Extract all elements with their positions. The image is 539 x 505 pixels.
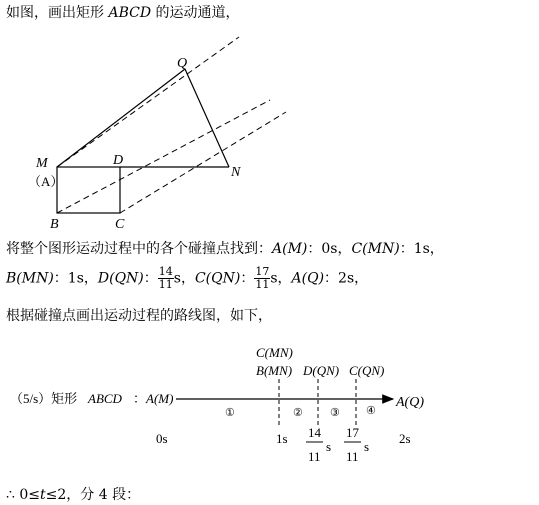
point-b-mn-time: ：1s， (53, 270, 98, 287)
point-b-mn: B(MN) (6, 270, 54, 287)
label-c: C (115, 217, 125, 232)
separator: ： (143, 270, 158, 287)
top-label-c-mn: C(MN) (256, 345, 293, 360)
point-a-m-time: ：0s， (307, 241, 352, 257)
label-a: （A） (28, 174, 64, 189)
intro-pre: 如图，画出矩形 (6, 5, 109, 21)
time-14-unit: s (326, 439, 332, 454)
collision-line-2 (6, 266, 368, 291)
channel-line-middle (57, 100, 270, 213)
frac-den: 11 (255, 278, 270, 291)
time-17-num: 17 (346, 425, 359, 440)
point-a-q: A(Q) (291, 270, 325, 287)
time-17-den: 11 (346, 449, 359, 464)
segment-3: ③ (330, 407, 340, 419)
segment-qn (185, 69, 229, 167)
variable-t: t (40, 487, 46, 503)
conclusion-prefix: ∴ 0≤ (6, 487, 40, 503)
fraction-17-11 (254, 266, 270, 291)
frac-num: 17 (255, 265, 270, 278)
segment-2: ② (293, 407, 303, 419)
channel-line-top (57, 37, 239, 167)
point-a-q-time: ：2s， (324, 270, 369, 287)
intro-rect: ABCD (108, 5, 152, 21)
unit: s， (173, 270, 195, 287)
time-1s: 1s (276, 431, 288, 446)
time-2s: 2s (399, 431, 411, 446)
point-d-qn: D(QN) (97, 270, 144, 287)
rectangle-abcd (57, 167, 120, 213)
time-14-num: 14 (308, 425, 321, 440)
timeline-colon: ： (133, 391, 147, 406)
time-17-unit: s (364, 439, 370, 454)
time-14-den: 11 (308, 449, 321, 464)
timeline-end: A(Q) (396, 395, 424, 410)
conclusion-line (6, 484, 140, 504)
intro-post: 的运动通道， (151, 5, 240, 21)
label-d: D (113, 153, 124, 168)
time-0s: 0s (156, 431, 168, 446)
timeline-start: A(M) (146, 391, 174, 406)
segment-4: ④ (366, 405, 376, 417)
label-b: B (50, 217, 59, 232)
speed-label: （5/s）矩形 (10, 391, 78, 406)
label-n: N (231, 165, 241, 180)
fraction-14-11 (158, 266, 174, 291)
collision-intro: 将整个图形运动过程中的各个碰撞点找到： (6, 241, 272, 257)
unit: s， (270, 270, 292, 287)
segment-1: ① (225, 407, 235, 419)
point-c-mn: C(MN) (351, 241, 400, 257)
route-intro: 根据碰撞点画出运动过程的路线图，如下， (6, 308, 272, 324)
geometry-figure (0, 0, 539, 240)
label-q: Q (177, 56, 188, 71)
point-c-mn-time: ：1s， (399, 241, 444, 257)
timeline-diagram (0, 335, 539, 475)
top-label-c-qn: C(QN) (349, 363, 385, 378)
timeline-rect: ABCD (88, 391, 122, 406)
channel-line-bottom (120, 112, 286, 213)
label-m: M (36, 156, 48, 171)
separator: ： (240, 270, 255, 287)
conclusion-suffix: ≤2，分 4 段： (45, 487, 141, 503)
top-label-d-qn: D(QN) (303, 363, 340, 378)
top-label-b-mn: B(MN) (256, 363, 293, 378)
point-a-m: A(M) (272, 241, 308, 257)
frac-den: 11 (158, 278, 173, 291)
frac-num: 14 (158, 265, 173, 278)
point-c-qn: C(QN) (194, 270, 241, 287)
collision-line-1 (6, 238, 444, 258)
